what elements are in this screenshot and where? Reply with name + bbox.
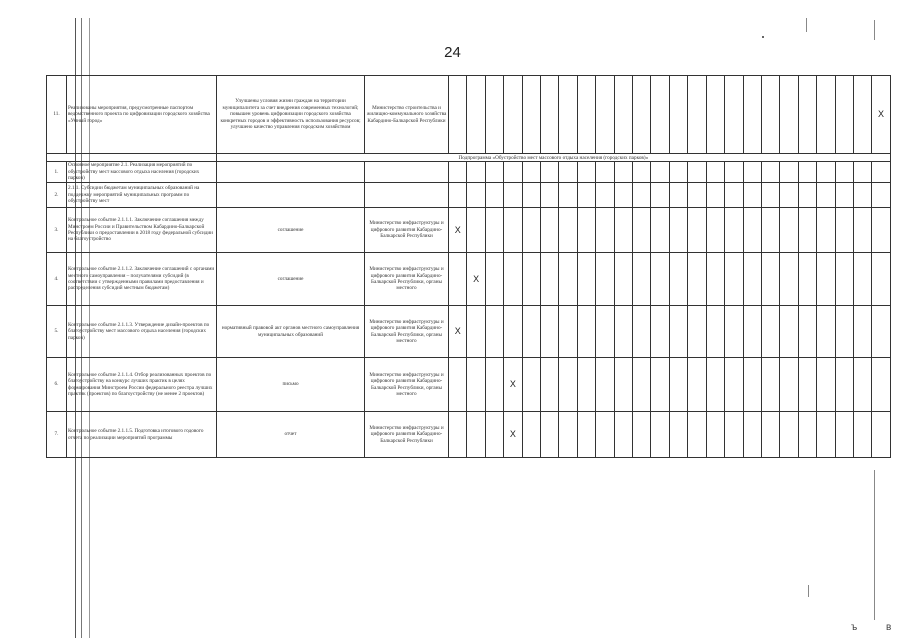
schedule-cell [651,306,669,358]
schedule-cell [780,208,798,253]
schedule-cell [504,76,522,154]
row-number: 11. [47,76,67,154]
schedule-cell [449,253,467,306]
schedule-cell [688,183,706,208]
schedule-cell [449,412,467,458]
schedule-cell [467,358,485,412]
schedule-cell [872,253,890,306]
schedule-cell [688,162,706,183]
schedule-cell [761,162,779,183]
schedule-cell [835,183,853,208]
schedule-cell [780,183,798,208]
schedule-cell [761,358,779,412]
row-number: 7. [47,412,67,458]
schedule-cell [559,208,577,253]
table-row [47,358,891,412]
schedule-mark: X [872,76,890,154]
schedule-cell [780,358,798,412]
schedule-cell [706,412,724,458]
result-cell [217,162,365,183]
row-number: 3. [47,208,67,253]
section-blank-cell [47,154,217,162]
schedule-cell [872,358,890,412]
schedule-mark: X [467,253,485,306]
executor-cell: Министерство инфраструктуры и цифрового развития Кабардино-Балкарской Республики, органы местного [365,306,449,358]
schedule-cell [614,162,632,183]
result-cell: письмо [217,358,365,412]
schedule-cell [798,76,816,154]
schedule-cell [688,358,706,412]
schedule-cell [504,253,522,306]
schedule-cell [559,358,577,412]
schedule-cell [853,208,871,253]
schedule-cell [596,162,614,183]
schedule-cell [577,162,595,183]
schedule-cell [633,253,651,306]
schedule-cell [725,306,743,358]
executor-cell: Министерство инфраструктуры и цифрового развития Кабардино-Балкарской Республики, органы местного [365,358,449,412]
result-cell: нормативный правовой акт органов местного самоуправления муниципальных образований [217,306,365,358]
schedule-cell [614,306,632,358]
schedule-mark: X [504,412,522,458]
schedule-cell [614,358,632,412]
schedule-cell [614,76,632,154]
executor-cell: Министерство инфраструктуры и цифрового развития Кабардино-Балкарской Республики [365,412,449,458]
schedule-cell [485,253,503,306]
table-row [47,154,891,162]
schedule-cell [780,306,798,358]
executor-cell [365,162,449,183]
scan-mark [808,585,809,597]
schedule-cell [467,412,485,458]
schedule-cell [872,208,890,253]
schedule-cell [633,76,651,154]
schedule-cell [577,183,595,208]
schedule-cell [743,253,761,306]
schedule-cell [541,183,559,208]
schedule-cell [725,208,743,253]
schedule-cell [633,208,651,253]
schedule-cell [633,358,651,412]
result-cell: соглашение [217,208,365,253]
row-number: 5. [47,306,67,358]
table-row [47,76,891,154]
schedule-cell [651,162,669,183]
schedule-cell [485,412,503,458]
schedule-cell [817,162,835,183]
schedule-cell [449,162,467,183]
schedule-cell [541,208,559,253]
schedule-cell [835,162,853,183]
schedule-cell [835,358,853,412]
schedule-cell [780,253,798,306]
schedule-cell [817,253,835,306]
schedule-cell [467,183,485,208]
schedule-cell [577,76,595,154]
event-cell: Контрольное событие 2.1.1.1. Заключение соглашения между Минстроем России и Правительством Кабардино-Балкарской Республики о предоставлении в 2018 году федеральной субсидии на благоустройство [67,208,217,253]
row-number: 1. [47,162,67,183]
schedule-cell [835,76,853,154]
schedule-cell [577,412,595,458]
schedule-cell [688,306,706,358]
schedule-cell [669,358,687,412]
schedule-cell [706,76,724,154]
table-row [47,162,891,183]
schedule-cell [522,76,540,154]
schedule-cell [504,162,522,183]
scan-mark [874,20,875,40]
executor-cell: Министерство строительства и жилищно-коммунального хозяйства Кабардино-Балкарской Республики [365,76,449,154]
schedule-cell [725,162,743,183]
row-number: 4. [47,253,67,306]
schedule-cell [798,162,816,183]
schedule-cell [614,412,632,458]
schedule-cell [467,76,485,154]
schedule-cell [467,162,485,183]
schedule-cell [651,412,669,458]
schedule-cell [725,412,743,458]
schedule-cell [872,412,890,458]
schedule-cell [761,76,779,154]
schedule-cell [669,183,687,208]
schedule-cell [706,162,724,183]
subprogram-title: Подпрограмма «Обустройство мест массового отдыха населения (городских парков)» [217,154,891,162]
executor-cell: Министерство инфраструктуры и цифрового развития Кабардино-Балкарской Республики, органы местного [365,253,449,306]
schedule-cell [743,306,761,358]
schedule-cell [541,162,559,183]
executor-cell: Министерство инфраструктуры и цифрового развития Кабардино-Балкарской Республики [365,208,449,253]
schedule-cell [669,76,687,154]
schedule-cell [743,208,761,253]
schedule-cell [780,162,798,183]
result-cell: отчет [217,412,365,458]
schedule-cell [725,76,743,154]
schedule-cell [651,208,669,253]
schedule-cell [688,208,706,253]
schedule-cell [706,253,724,306]
schedule-cell [559,306,577,358]
schedule-cell [725,253,743,306]
schedule-cell [853,306,871,358]
schedule-cell [449,183,467,208]
schedule-mark: X [504,358,522,412]
schedule-cell [743,412,761,458]
table-row [47,183,891,208]
schedule-cell [651,183,669,208]
schedule-cell [798,208,816,253]
schedule-cell [485,306,503,358]
result-cell [217,183,365,208]
schedule-cell [596,412,614,458]
schedule-cell [541,76,559,154]
schedule-cell [485,183,503,208]
schedule-cell [853,183,871,208]
schedule-cell [669,162,687,183]
schedule-cell [577,208,595,253]
schedule-cell [559,253,577,306]
schedule-cell [596,183,614,208]
event-cell: Реализованы мероприятия, предусмотренные паспортом ведомственного проекта по цифровизации городского хозяйства «Умный город» [67,76,217,154]
bottom-char: ъ [851,622,858,633]
row-number: 2. [47,183,67,208]
schedule-cell [596,253,614,306]
schedule-cell [853,76,871,154]
schedule-cell [633,183,651,208]
schedule-cell [449,358,467,412]
schedule-cell [651,253,669,306]
schedule-cell [669,412,687,458]
schedule-cell [798,253,816,306]
scan-mark [806,18,807,32]
schedule-cell [761,253,779,306]
schedule-cell [872,162,890,183]
table-row [47,412,891,458]
scan-mark [762,36,764,38]
schedule-cell [761,208,779,253]
schedule-table [46,75,891,458]
schedule-cell [761,306,779,358]
schedule-cell [688,412,706,458]
schedule-cell [798,412,816,458]
schedule-cell [596,358,614,412]
schedule-mark: X [449,208,467,253]
scan-mark [874,470,875,620]
event-cell: Контрольное событие 2.1.1.5. Подготовка итогового годового отчета по реализации мероприятий программы [67,412,217,458]
event-cell: Контрольное событие 2.1.1.4. Отбор реализованных проектов по благоустройству на конкурс лучших практик в целях формирования Минстроем России федерального реестра лучших практик (проектов) по благоустройству (не менее 2 проектов) [67,358,217,412]
schedule-cell [522,208,540,253]
schedule-cell [522,253,540,306]
schedule-cell [485,208,503,253]
schedule-cell [761,183,779,208]
schedule-cell [835,208,853,253]
schedule-cell [651,76,669,154]
schedule-cell [596,76,614,154]
schedule-cell [559,412,577,458]
schedule-cell [669,253,687,306]
schedule-cell [522,183,540,208]
schedule-cell [541,306,559,358]
schedule-cell [614,208,632,253]
schedule-cell [577,253,595,306]
schedule-cell [522,358,540,412]
schedule-cell [853,412,871,458]
schedule-cell [467,208,485,253]
event-cell: Основное мероприятие 2.1. Реализация мероприятий по обустройству мест массового отдыха населения (городских парков) [67,162,217,183]
schedule-cell [522,162,540,183]
schedule-cell [817,183,835,208]
table-row [47,208,891,253]
schedule-cell [504,208,522,253]
schedule-cell [467,306,485,358]
schedule-cell [706,306,724,358]
schedule-cell [743,76,761,154]
schedule-cell [761,412,779,458]
schedule-cell [872,183,890,208]
schedule-cell [706,208,724,253]
event-cell: 2.1.1. Субсидии бюджетам муниципальных образований на поддержку мероприятий муниципальных программ по обустройству мест [67,183,217,208]
result-cell: соглашение [217,253,365,306]
schedule-cell [706,358,724,412]
schedule-cell [798,358,816,412]
schedule-cell [559,76,577,154]
schedule-cell [485,358,503,412]
result-cell: Улучшены условия жизни граждан на территории муниципалитета за счет внедрения современных технологий; повышен уровень цифровизации городского хозяйства конкретных городов и эффективность использования ресурсов; улучшено качество управления городским хозяйством [217,76,365,154]
bottom-char: в [886,622,892,633]
schedule-cell [853,358,871,412]
schedule-cell [633,162,651,183]
schedule-cell [817,306,835,358]
schedule-cell [633,306,651,358]
schedule-cell [688,253,706,306]
schedule-cell [522,306,540,358]
schedule-cell [688,76,706,154]
schedule-cell [449,76,467,154]
schedule-cell [743,358,761,412]
schedule-cell [743,162,761,183]
schedule-cell [706,183,724,208]
schedule-cell [853,253,871,306]
table-row [47,306,891,358]
schedule-cell [559,183,577,208]
schedule-cell [743,183,761,208]
schedule-cell [853,162,871,183]
page-number: 24 [444,44,461,61]
schedule-cell [817,208,835,253]
schedule-cell [596,306,614,358]
schedule-cell [817,412,835,458]
schedule-cell [835,253,853,306]
schedule-cell [780,412,798,458]
schedule-cell [577,306,595,358]
event-cell: Контрольное событие 2.1.1.3. Утверждение дизайн-проектов по благоустройству мест массового отдыха населения (городских парков) [67,306,217,358]
schedule-cell [485,162,503,183]
schedule-cell [596,208,614,253]
schedule-cell [651,358,669,412]
schedule-cell [504,306,522,358]
schedule-cell [725,183,743,208]
schedule-cell [541,358,559,412]
schedule-cell [559,162,577,183]
schedule-cell [541,253,559,306]
schedule-cell [872,306,890,358]
schedule-cell [817,358,835,412]
schedule-cell [577,358,595,412]
schedule-cell [669,306,687,358]
table-row [47,253,891,306]
event-cell: Контрольное событие 2.1.1.2. Заключение соглашений с органами местного самоуправления – получателями субсидий (в соответствии с утвержденными правилами предоставления и распределения субсидий местным бюджетам) [67,253,217,306]
schedule-cell [780,76,798,154]
schedule-cell [633,412,651,458]
schedule-cell [614,183,632,208]
schedule-cell [485,76,503,154]
schedule-cell [541,412,559,458]
schedule-cell [725,358,743,412]
schedule-cell [835,306,853,358]
schedule-cell [798,306,816,358]
schedule-cell [835,412,853,458]
schedule-cell [504,183,522,208]
row-number: 6. [47,358,67,412]
schedule-cell [614,253,632,306]
executor-cell [365,183,449,208]
schedule-cell [798,183,816,208]
schedule-cell [669,208,687,253]
schedule-mark: X [449,306,467,358]
schedule-cell [817,76,835,154]
schedule-cell [522,412,540,458]
